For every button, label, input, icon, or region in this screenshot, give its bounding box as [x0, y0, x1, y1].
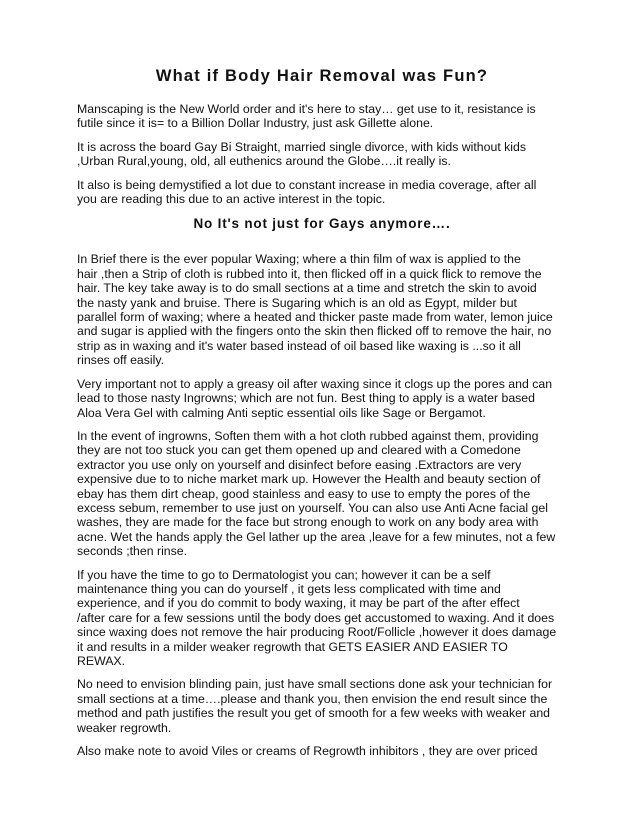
document-title: What if Body Hair Removal was Fun?: [155, 67, 489, 85]
paragraph-demystified: It also is being demystified a lot due to constant increase in media coverage, after all you are reading this due to an active interest in the topic.: [77, 177, 537, 207]
document-page: [77, 66, 567, 767]
paragraph-waxing-sugaring: In Brief there is the ever popular Waxing; where a thin film of wax is applied to the hair ,then a Strip of cloth is rubbed into it, then flicked off in a quick flick to remove the hair. The key take away is to do small sections at a time and stretch the skin to avoid the nasty yank and bruise. There is Sugaring which is an old as Egypt, milder but parallel form of waxing; where a heated and thicker paste made from water, lemon juice and sugar is applied with the fingers onto the skin then flicked off to remove the hair, no strip as in waxing and it's water based instead of oil based like waxing is ...so it all rinses off easily.: [77, 252, 553, 368]
document-subtitle: No It's not just for Gays anymore….: [193, 216, 451, 232]
paragraph-after-waxing: Very important not to apply a greasy oil after waxing since it clogs up the pores and can lead to those nasty Ingrowns; which are not fun. Best thing to apply is a water based Aloa Vera Gel with calming Anti septic essential oils like Sage or Bergamot.: [77, 376, 553, 420]
paragraph-pain: No need to envision blinding pain, just have small sections done ask your technician for small sections at a time….please and thank you, then envision the end result since the method and path justifies the result you get of smooth for a few weeks with weaker and weaker regrowth.: [77, 677, 553, 735]
paragraph-regrowth-inhibitors: Also make note to avoid Viles or creams of Regrowth inhibitors , they are over priced: [77, 744, 538, 759]
paragraph-across-the-board: It is across the board Gay Bi Straight, married single divorce, with kids without kids ,Urban Rural,young, old, all euthenics around the Globe….it really is.: [77, 139, 527, 169]
paragraph-manscaping: Manscaping is the New World order and it's here to stay… get use to it, resistance is futile since it is= to a Billion Dollar Industry, just ask Gillette alone.: [77, 102, 536, 131]
paragraph-ingrowns: In the event of ingrowns, Soften them with a hot cloth rubbed against them, providing they are not too stuck you can get them opened up and cleared with a Comedone extractor you use only on yourself and disinfect before easing .Extractors are very expensive due to to niche market mark up. However the Health and beauty section of ebay has them dirt cheap, good stainless and easy to use to empty the pores of the excess sebum, remember to use just on yourself. You can also use Anti Acne facial gel washes, they are made for the face but strong enough to work on any body area with acne. Wet the hands apply the Gel lather up the area ,leave for a few minutes, not a few seconds ;then rinse.: [77, 428, 556, 559]
paragraph-dermatologist: If you have the time to go to Dermatologist you can; however it can be a self maintenance thing you can do yourself , it gets less complicated with time and experience, and if you do commit to body waxing, it may be part of the after effect /after care for a few sessions until the body does get accustomed to waxing. And it does since waxing does not remove the hair producing Root/Follicle ,however it does damage it and results in a milder weaker regrowth that GETS EASIER AND EASIER TO REWAX.: [77, 567, 557, 668]
